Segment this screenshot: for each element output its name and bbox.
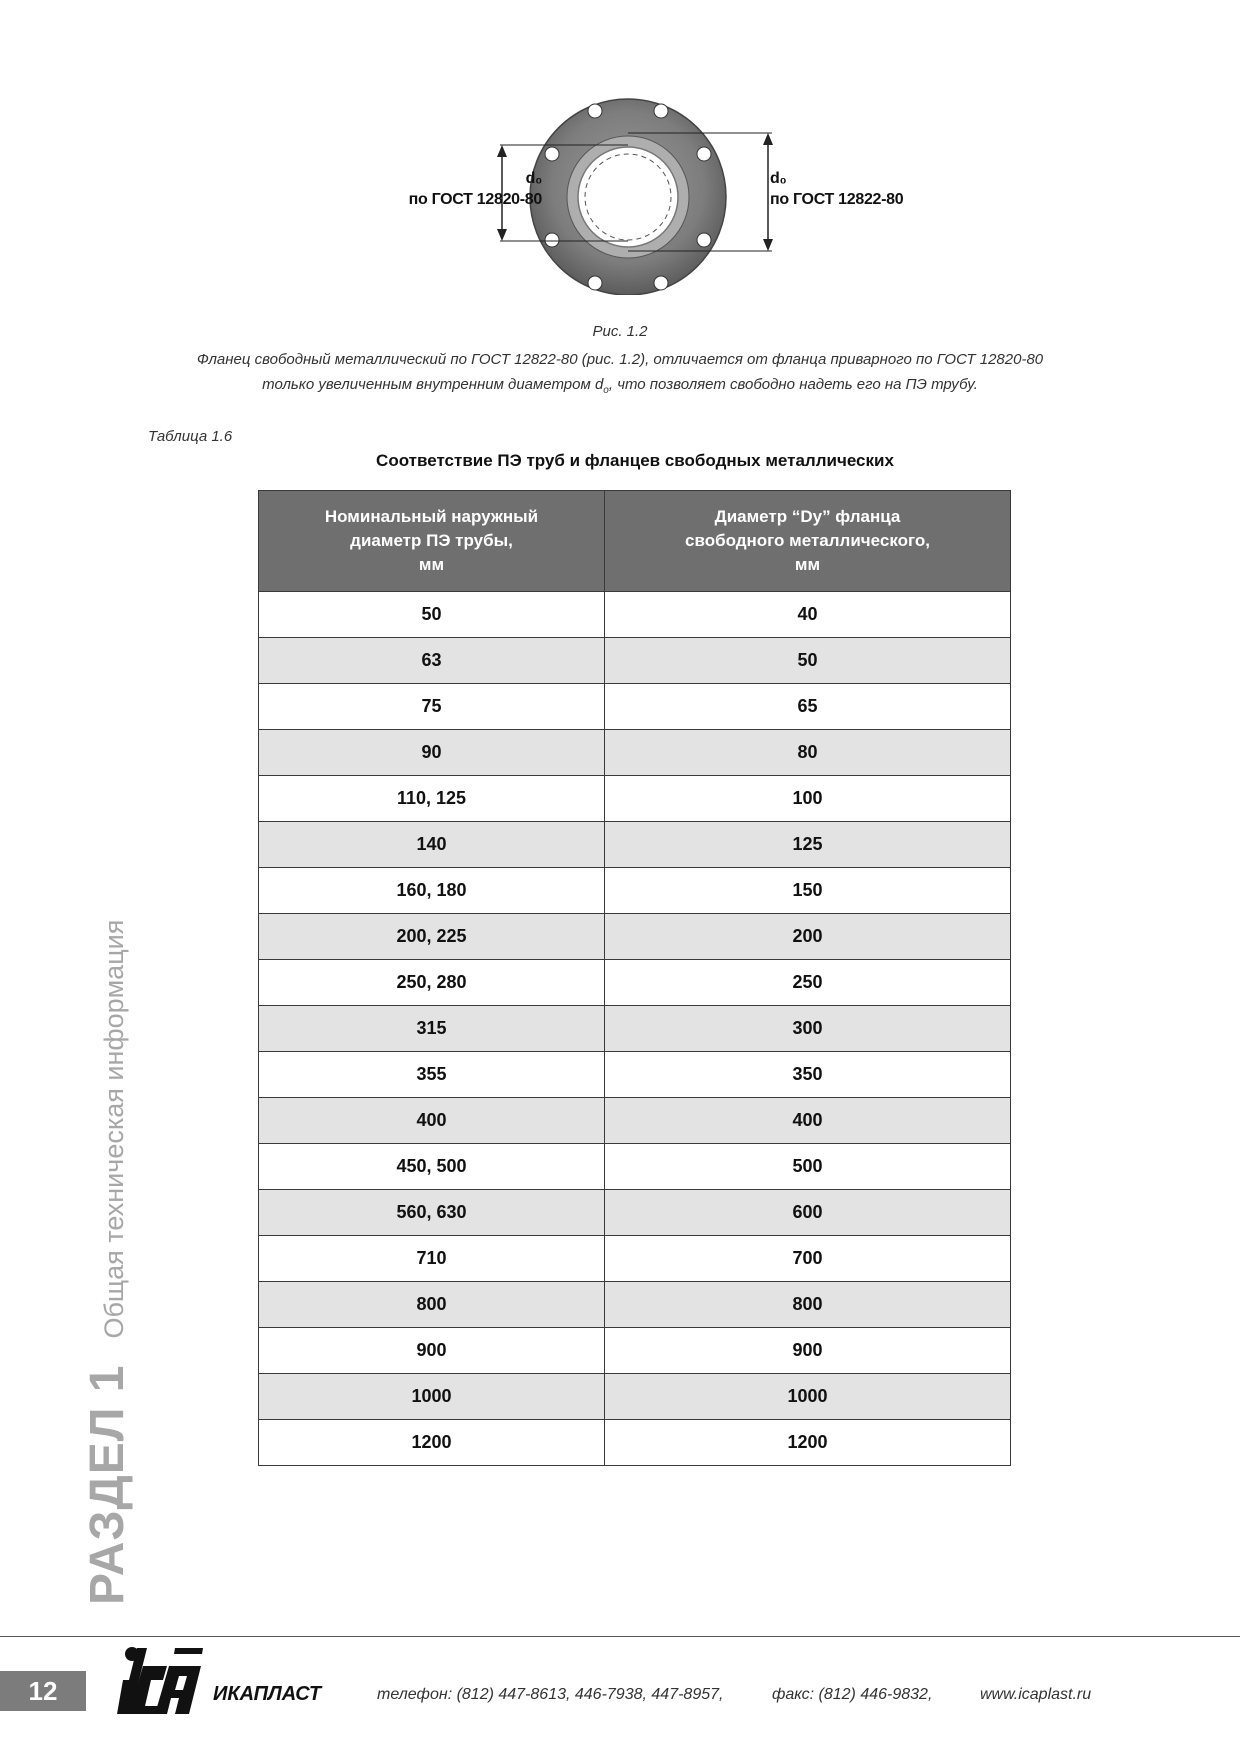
pipe-diameter-cell: 90	[259, 730, 605, 776]
header-2-line-2: свободного металлического,	[685, 531, 930, 550]
pipe-diameter-cell: 355	[259, 1052, 605, 1098]
company-logo	[117, 1646, 205, 1716]
footer-phone: телефон: (812) 447-8613, 446-7938, 447-8957,	[377, 1686, 724, 1703]
pipe-diameter-cell: 560, 630	[259, 1190, 605, 1236]
pipe-diameter-cell: 50	[259, 592, 605, 638]
flange-diameter-cell: 1000	[605, 1374, 1011, 1420]
table-row	[259, 1328, 1011, 1374]
caption-line2-end: , что позволяет свободно надеть его на ПЭ трубу.	[608, 376, 978, 393]
flange-diameter-cell: 80	[605, 730, 1011, 776]
section-side-label	[80, 885, 140, 1605]
flange-diameter-cell: 125	[605, 822, 1011, 868]
footer-website-link[interactable]: www.icaplast.ru	[980, 1686, 1092, 1703]
pipe-diameter-cell: 400	[259, 1098, 605, 1144]
flange-table	[258, 490, 1011, 1466]
pipe-diameter-cell: 1200	[259, 1420, 605, 1466]
footer-fax: факс: (812) 446-9832,	[772, 1686, 933, 1703]
table-row	[259, 638, 1011, 684]
table-row	[259, 1190, 1011, 1236]
left-dimension-label	[352, 168, 542, 210]
header-2-line-3: мм	[794, 555, 821, 574]
brand-name: ИКАПЛАСТ	[213, 1683, 322, 1705]
header-pipe-diameter	[259, 491, 605, 592]
pipe-diameter-cell: 900	[259, 1328, 605, 1374]
pipe-diameter-cell: 160, 180	[259, 868, 605, 914]
caption-subscript: o	[603, 385, 609, 396]
pipe-diameter-cell: 110, 125	[259, 776, 605, 822]
table-row	[259, 1098, 1011, 1144]
pipe-diameter-cell: 75	[259, 684, 605, 730]
section-subtitle: Общая техническая информация	[99, 919, 129, 1339]
flange-diameter-cell: 350	[605, 1052, 1011, 1098]
table-row	[259, 1052, 1011, 1098]
figure-description-line1: Фланец свободный металлический по ГОСТ 12822-80 (рис. 1.2), отличается от фланца приварного по ГОСТ 12820-80	[196, 351, 1044, 368]
table-header-row	[259, 491, 1011, 592]
left-dimension-standard: по ГОСТ 12820-80	[408, 191, 542, 208]
table-title: Соответствие ПЭ труб и фланцев свободных металлических	[376, 451, 894, 470]
flange-diameter-cell: 65	[605, 684, 1011, 730]
table-number: Таблица 1.6	[148, 428, 233, 445]
right-dimension-symbol: d₀	[770, 170, 787, 187]
pipe-diameter-cell: 250, 280	[259, 960, 605, 1006]
pipe-diameter-cell: 710	[259, 1236, 605, 1282]
table-row	[259, 684, 1011, 730]
flange-figure	[340, 95, 920, 295]
right-dimension-label	[770, 168, 960, 210]
header-1-line-2: диаметр ПЭ трубы,	[350, 531, 513, 550]
table-row	[259, 822, 1011, 868]
header-1-line-3: мм	[418, 555, 445, 574]
flange-diameter-cell: 100	[605, 776, 1011, 822]
section-number: РАЗДЕЛ 1	[81, 1364, 134, 1605]
pipe-diameter-cell: 140	[259, 822, 605, 868]
table-row	[259, 592, 1011, 638]
pipe-diameter-cell: 63	[259, 638, 605, 684]
table-row	[259, 868, 1011, 914]
table-row	[259, 1374, 1011, 1420]
table-row	[259, 1144, 1011, 1190]
ica-logo-icon	[117, 1646, 205, 1716]
flange-diameter-cell: 40	[605, 592, 1011, 638]
pipe-diameter-cell: 1000	[259, 1374, 605, 1420]
flange-diameter-cell: 1200	[605, 1420, 1011, 1466]
header-flange-diameter	[605, 491, 1011, 592]
table-row	[259, 914, 1011, 960]
header-1-line-1: Номинальный наружный	[324, 507, 539, 526]
pipe-diameter-cell: 800	[259, 1282, 605, 1328]
table-row	[259, 730, 1011, 776]
table-row	[259, 960, 1011, 1006]
table-row	[259, 1006, 1011, 1052]
flange-diameter-cell: 300	[605, 1006, 1011, 1052]
flange-diameter-cell: 900	[605, 1328, 1011, 1374]
pipe-diameter-cell: 450, 500	[259, 1144, 605, 1190]
flange-diameter-cell: 50	[605, 638, 1011, 684]
table-row	[259, 1236, 1011, 1282]
footer-divider	[0, 1636, 1240, 1637]
flange-diameter-cell: 800	[605, 1282, 1011, 1328]
flange-diameter-cell: 400	[605, 1098, 1011, 1144]
header-2-line-1: Диаметр “Dy” фланца	[714, 507, 901, 526]
page-number: 12	[0, 1671, 86, 1711]
flange-diameter-cell: 500	[605, 1144, 1011, 1190]
right-dimension-standard: по ГОСТ 12822-80	[770, 191, 904, 208]
pipe-diameter-cell: 200, 225	[259, 914, 605, 960]
table-row	[259, 1282, 1011, 1328]
flange-diameter-cell: 150	[605, 868, 1011, 914]
table-row	[259, 776, 1011, 822]
figure-description-line2	[0, 376, 1240, 396]
figure-number: Рис. 1.2	[592, 323, 648, 340]
left-dimension-symbol: d₀	[525, 170, 542, 187]
flange-diameter-cell: 200	[605, 914, 1011, 960]
flange-diameter-cell: 250	[605, 960, 1011, 1006]
flange-diameter-cell: 600	[605, 1190, 1011, 1236]
caption-line2-start: только увеличенным внутренним диаметром d	[262, 376, 604, 393]
pipe-diameter-cell: 315	[259, 1006, 605, 1052]
table-row	[259, 1420, 1011, 1466]
flange-diameter-cell: 700	[605, 1236, 1011, 1282]
